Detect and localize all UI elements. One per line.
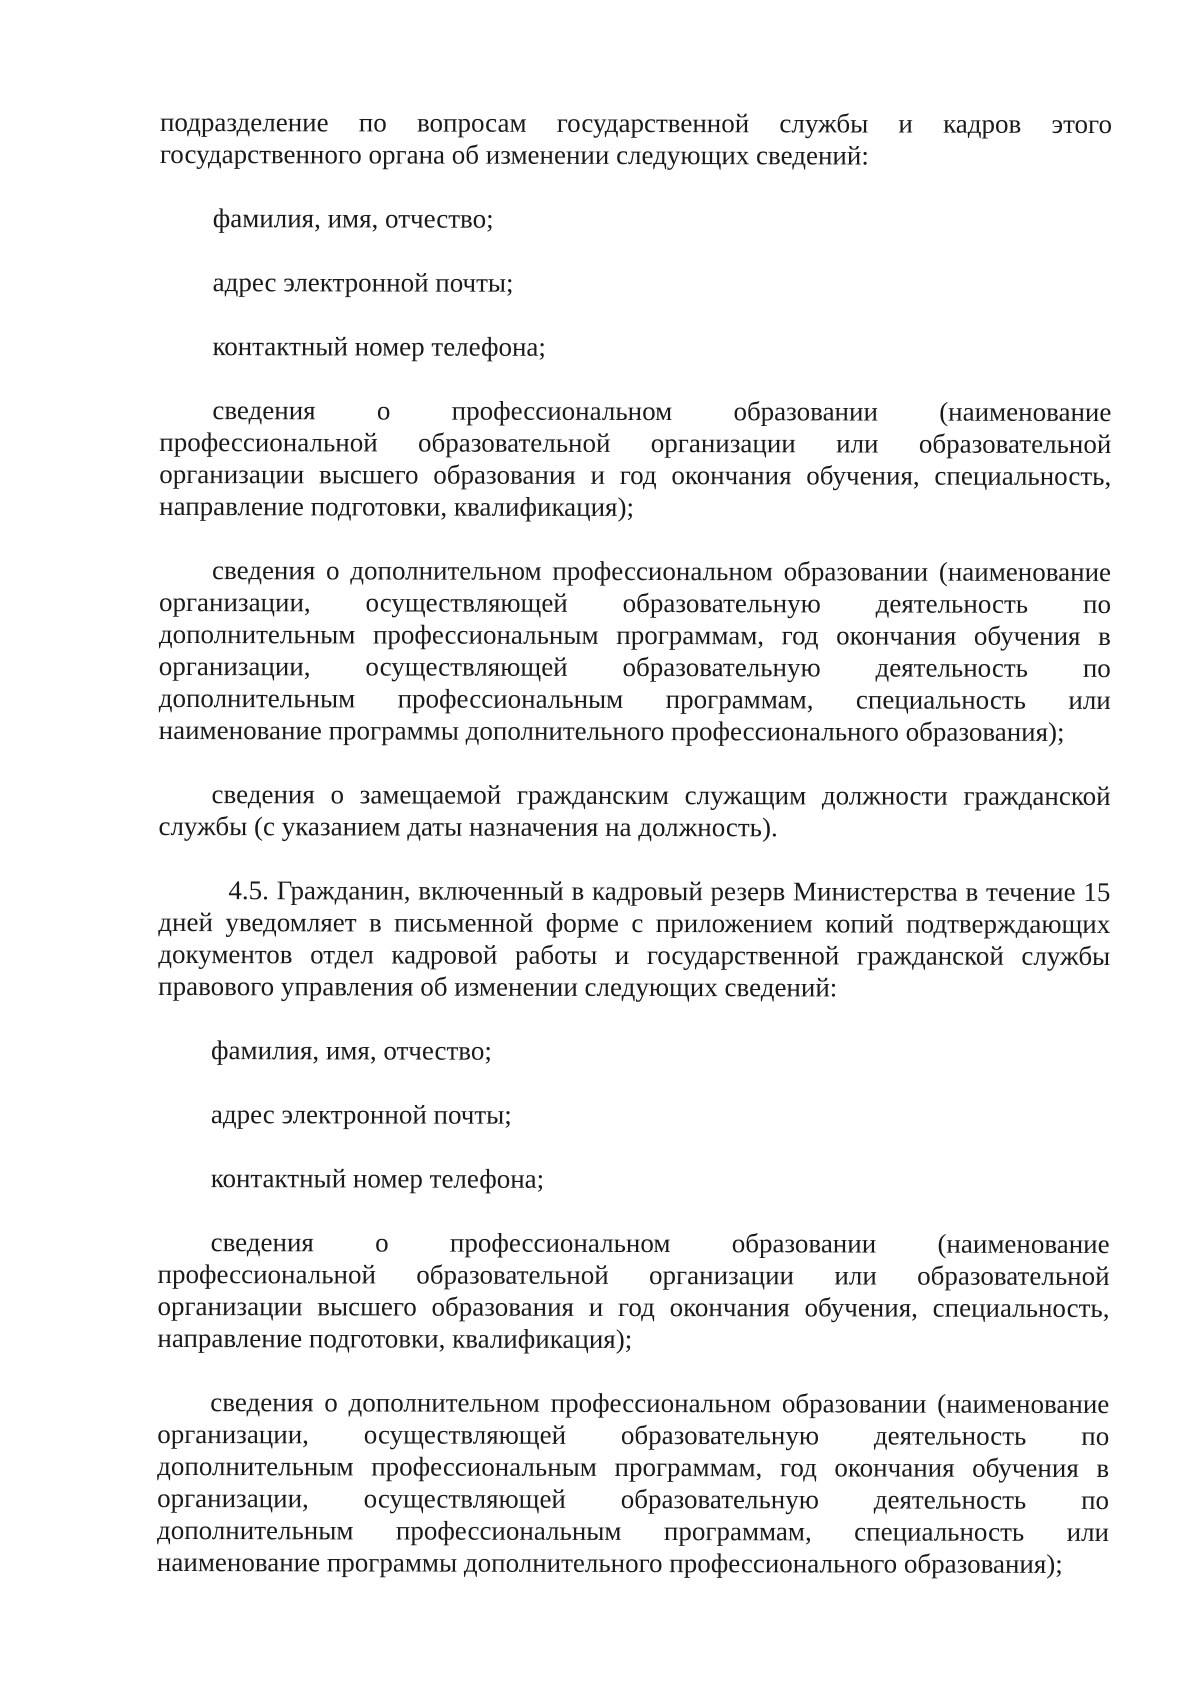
list-item-professional-education: сведения о профессиональном образовании (наименование профессиональной образовательной организации или образовательной организации высшего образования и год окончания обучения, специальность, направление подготовки, квалификация);	[159, 395, 1112, 522]
list-item-additional-education-2: сведения о дополнительном профессиональном образовании (наименование организации, осуществляющей образовательную деятельность по дополнительным профессиональным программам, год окончания обучения в организации, осуществляющей образовательную деятельность по дополнительным профессиональным программам, специальность или наименование программы дополнительного профессионального образования);	[156, 1387, 1110, 1579]
document-body	[157, 106, 1112, 1612]
list-item-full-name-2: фамилия, имя, отчество;	[210, 1035, 492, 1066]
list-item-additional-education: сведения о дополнительном профессиональном образовании (наименование организации, осуществляющей образовательную деятельность по дополнительным профессиональным программам, год окончания обучения в организации, осуществляющей образовательную деятельность по дополнительным профессиональным программам, специальность или наименование программы дополнительного профессионального образования);	[158, 555, 1112, 747]
list-item-email: адрес электронной почты;	[212, 267, 514, 298]
list-item-professional-education-2: сведения о профессиональном образовании (наименование профессиональной образовательной организации или образовательной организации высшего образования и год окончания обучения, специальность, направление подготовки, квалификация);	[157, 1227, 1110, 1354]
list-item-position: сведения о замещаемой гражданским служащим должности гражданской службы (с указанием даты назначения на должность).	[158, 779, 1111, 843]
list-item-phone-2: контактный номер телефона;	[210, 1163, 545, 1194]
paragraph-4-5: 4.5. Гражданин, включенный в кадровый резерв Министерства в течение 15 дней уведомляет в письменной форме с приложением копий подтверждающих документов отдел кадровой работы и государственной гражданской службы правового управления об изменении следующих сведений:	[158, 875, 1111, 1003]
list-item-email-2: адрес электронной почты;	[210, 1099, 512, 1130]
list-item-phone: контактный номер телефона;	[212, 331, 546, 362]
list-item-full-name: фамилия, имя, отчество;	[212, 203, 494, 234]
paragraph-continuation: подразделение по вопросам государственной службы и кадров этого государственного органа об изменении следующих сведений:	[159, 107, 1112, 171]
